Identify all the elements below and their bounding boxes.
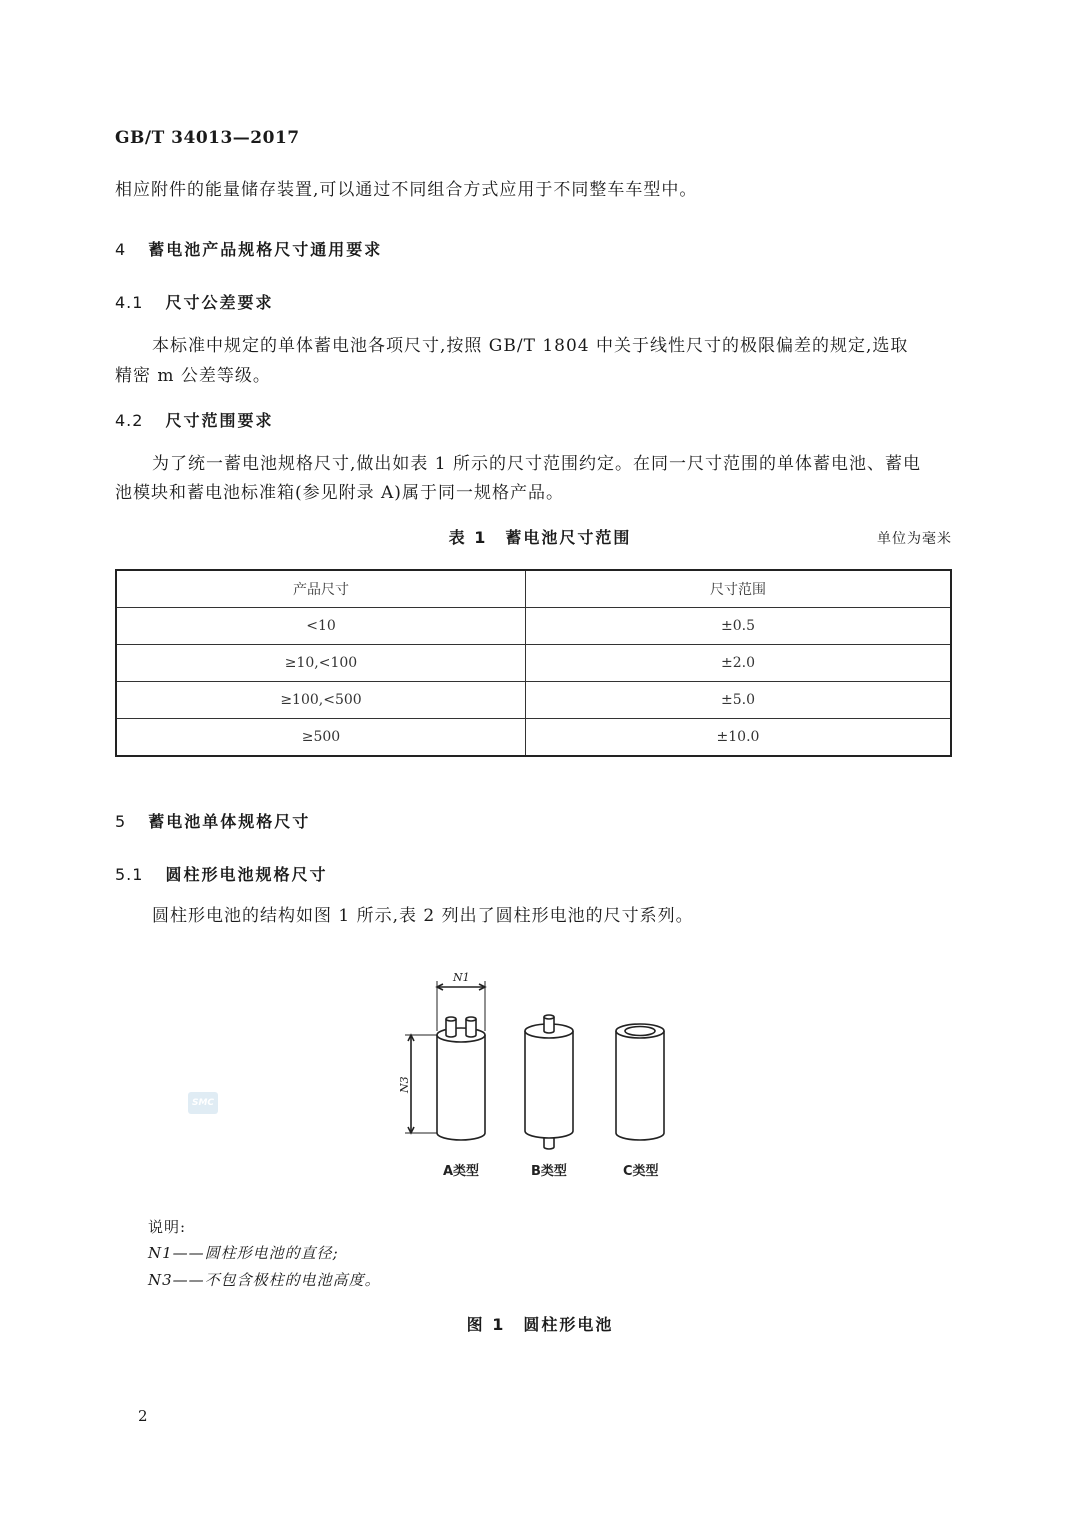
cell-size-range: ±0.5 xyxy=(526,608,952,645)
table-1 xyxy=(115,569,952,757)
figure-1-caption: 图 1 圆柱形电池 xyxy=(466,1315,614,1334)
table-row xyxy=(116,719,951,757)
cell-product-size: ≥500 xyxy=(116,719,526,757)
section-5-1-heading xyxy=(115,862,327,885)
section-4-1-number: 4.1 xyxy=(115,293,144,312)
type-a-label: A类型 xyxy=(443,1164,480,1179)
section-4-1-title: 尺寸公差要求 xyxy=(165,293,274,312)
section-4-1-para-line2: 精密 m 公差等级。 xyxy=(115,366,271,386)
section-5-number: 5 xyxy=(115,812,127,831)
section-5-1-para: 圆柱形电池的结构如图 1 所示,表 2 列出了圆柱形电池的尺寸系列。 xyxy=(152,906,694,926)
cell-size-range: ±10.0 xyxy=(526,719,952,757)
dimension-n1-label: N1 xyxy=(453,971,470,984)
cell-product-size: <10 xyxy=(116,608,526,645)
section-4-title: 蓄电池产品规格尺寸通用要求 xyxy=(148,240,383,259)
cell-type-a xyxy=(437,1017,485,1140)
standard-number: GB/T 34013—2017 xyxy=(115,128,300,148)
page-number: 2 xyxy=(138,1407,148,1425)
intro-paragraph: 相应附件的能量储存装置,可以通过不同组合方式应用于不同整车车型中。 xyxy=(115,180,698,200)
section-4-2-para-line2: 池模块和蓄电池标准箱(参见附录 A)属于同一规格产品。 xyxy=(115,483,564,503)
table-row xyxy=(116,645,951,682)
table-1-caption: 表 1 蓄电池尺寸范围 xyxy=(448,528,632,547)
section-4-number: 4 xyxy=(115,240,127,259)
section-4-2-para-line1: 为了统一蓄电池规格尺寸,做出如表 1 所示的尺寸范围约定。在同一尺寸范围的单体蓄电池、蓄电 xyxy=(152,454,922,474)
table-header-row xyxy=(116,570,951,608)
section-4-2-title: 尺寸范围要求 xyxy=(165,411,274,430)
cell-size-range: ±2.0 xyxy=(526,645,952,682)
watermark-logo: SMC xyxy=(188,1092,218,1114)
section-5-title: 蓄电池单体规格尺寸 xyxy=(148,812,311,831)
figure-legend-n1: N1——圆柱形电池的直径; xyxy=(148,1244,339,1262)
table-row xyxy=(116,608,951,645)
cell-size-range: ±5.0 xyxy=(526,682,952,719)
section-4-2-number: 4.2 xyxy=(115,411,144,430)
section-5-heading xyxy=(115,809,310,832)
section-4-2-heading xyxy=(115,408,273,431)
figure-legend-title: 说明: xyxy=(148,1218,187,1236)
column-header-size-range: 尺寸范围 xyxy=(526,570,952,608)
cell-product-size: ≥10,<100 xyxy=(116,645,526,682)
section-4-heading xyxy=(115,237,382,260)
table-1-unit: 单位为毫米 xyxy=(877,531,952,547)
figure-legend-n3: N3——不包含极柱的电池高度。 xyxy=(148,1271,381,1289)
dimension-n3-label: N3 xyxy=(398,1076,411,1093)
section-4-1-heading xyxy=(115,290,273,313)
type-c-label: C类型 xyxy=(623,1164,659,1179)
cell-type-b xyxy=(525,1015,573,1149)
cell-product-size: ≥100,<500 xyxy=(116,682,526,719)
section-5-1-number: 5.1 xyxy=(115,865,144,884)
table-row xyxy=(116,682,951,719)
cell-type-c xyxy=(616,1024,664,1140)
dimension-n1 xyxy=(437,981,485,1031)
figure-1-cylindrical-cells xyxy=(395,965,685,1185)
section-5-1-title: 圆柱形电池规格尺寸 xyxy=(165,865,328,884)
column-header-product-size: 产品尺寸 xyxy=(116,570,526,608)
section-4-1-para-line1: 本标准中规定的单体蓄电池各项尺寸,按照 GB/T 1804 中关于线性尺寸的极限偏差的规定,选取 xyxy=(152,336,909,356)
type-b-label: B类型 xyxy=(531,1164,567,1179)
